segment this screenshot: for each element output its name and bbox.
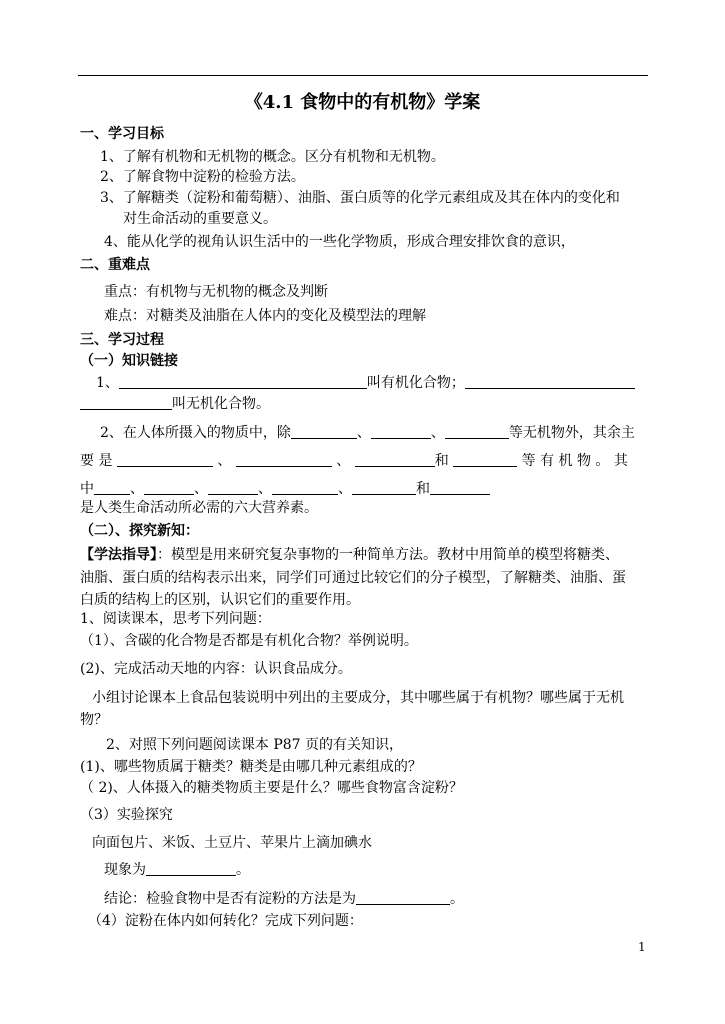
answer-blank[interactable] <box>208 480 258 495</box>
separator: 、 <box>430 425 445 441</box>
k1-prefix: 1、 <box>96 375 119 391</box>
study-guide-text: ：模型是用来研究复杂事物的一种简单方法。教材中用简单的模型将糖类、 <box>157 547 619 563</box>
observation-line <box>104 861 250 879</box>
answer-blank[interactable] <box>94 480 130 495</box>
goal-3-continued: 对生命活动的重要意义。 <box>123 211 277 227</box>
answer-blank[interactable] <box>144 480 194 495</box>
separator: 、 <box>217 453 232 469</box>
answer-blank[interactable] <box>291 424 357 439</box>
answer-blank[interactable] <box>453 452 517 467</box>
section-heading-goals: 一、学习目标 <box>80 126 164 142</box>
experiment-step: 向面包片、米饭、土豆片、苹果片上滴加碘水 <box>92 835 372 851</box>
answer-blank[interactable] <box>371 424 431 439</box>
page-number: 1 <box>638 940 646 954</box>
k2-rest: 等无机物外，其余主 <box>508 425 635 441</box>
k1-end: 叫无机化合物。 <box>172 396 270 412</box>
section-heading-process: 三、学习过程 <box>80 332 164 348</box>
separator: 、 <box>338 481 352 497</box>
goal-1: 1、了解有机物和无机物的概念。区分有机物和无机物。 <box>100 149 445 165</box>
knowledge-item-2 <box>100 424 635 442</box>
period: 。 <box>450 891 464 907</box>
and: 和 <box>434 453 449 469</box>
k1-middle: 叫有机化合物； <box>366 375 465 391</box>
k2-among: 中 <box>80 481 94 497</box>
separator: 、 <box>356 425 371 441</box>
study-guide-line-3: 白质的结构上的区别，认识它们的重要作用。 <box>80 592 360 608</box>
question-2-3: （3）实验探究 <box>80 807 173 823</box>
answer-blank[interactable] <box>236 452 332 467</box>
question-2-2: （ 2)、人体摄入的糖类物质主要是什么？哪些食物富含淀粉？ <box>80 780 463 796</box>
header-rule <box>78 75 648 76</box>
question-1-3-continued: 物？ <box>80 712 108 728</box>
study-guide-line-2: 油脂、蛋白质的结构表示出来，同学们可通过比较它们的分子模型，了解糖类、油脂、蛋 <box>80 570 626 586</box>
answer-blank[interactable] <box>272 480 338 495</box>
question-2-1: (1)、哪些物质属于糖类？糖类是由哪几种元素组成的？ <box>80 759 422 775</box>
subsection-explore: （二）、探究新知： <box>80 523 199 539</box>
answer-blank[interactable] <box>430 480 490 495</box>
knowledge-item-1-continued <box>80 395 270 413</box>
separator: 、 <box>258 481 272 497</box>
conclusion-label: 结论：检验食物中是否有淀粉的方法是为 <box>104 891 356 907</box>
separator: 、 <box>130 481 144 497</box>
and: 和 <box>416 481 430 497</box>
knowledge-item-2-line-3 <box>80 480 490 498</box>
difficult-point: 难点：对糖类及油脂在人体内的变化及模型法的理解 <box>104 308 426 324</box>
question-2: 2、对照下列问题阅读课本 P87 页的有关知识， <box>106 737 404 753</box>
answer-blank[interactable] <box>352 480 416 495</box>
study-guide-line-1 <box>80 546 619 564</box>
answer-blank[interactable] <box>80 395 172 410</box>
k2-start: 2、在人体所摄入的物质中，除 <box>100 425 291 441</box>
separator: 、 <box>194 481 208 497</box>
answer-blank[interactable] <box>355 452 435 467</box>
question-1: 1、阅读课本，思考下列问题： <box>80 611 271 627</box>
section-heading-keypoints: 二、重难点 <box>80 257 150 273</box>
question-1-1: （1）、含碳的化合物是否都是有机化合物？举例说明。 <box>80 633 418 649</box>
k2-organic: 等 有 机 物 。 其 <box>521 453 628 469</box>
goal-4: 4、能从化学的视角认识生活中的一些化学物质，形成合理安排饮食的意识， <box>104 234 575 250</box>
answer-blank[interactable] <box>465 374 635 389</box>
goal-2: 2、了解食物中淀粉的检验方法。 <box>100 169 305 185</box>
answer-blank[interactable] <box>119 374 367 389</box>
answer-blank[interactable] <box>146 861 236 876</box>
answer-blank[interactable] <box>356 890 450 905</box>
question-2-4: （4）淀粉在体内如何转化？完成下列问题： <box>88 913 363 929</box>
answer-blank[interactable] <box>445 424 509 439</box>
question-1-3: 小组讨论课本上食品包装说明中列出的主要成分，其中哪些属于有机物？哪些属于无机 <box>92 690 624 706</box>
conclusion-line <box>104 890 464 908</box>
knowledge-item-2-line-2 <box>80 452 628 470</box>
knowledge-item-1 <box>96 374 635 392</box>
separator: 、 <box>336 453 351 469</box>
question-1-2: (2)、完成活动天地的内容：认识食品成分。 <box>80 661 352 677</box>
period: 。 <box>236 862 250 878</box>
subsection-knowledge-link: （一）知识链接 <box>80 353 178 369</box>
observation-label: 现象为 <box>104 862 146 878</box>
answer-blank[interactable] <box>117 452 213 467</box>
knowledge-item-2-line-4: 是人类生命活动所必需的六大营养素。 <box>80 500 318 516</box>
key-point: 重点：有机物与无机物的概念及判断 <box>104 284 328 300</box>
k2-main: 要 是 <box>80 453 113 469</box>
study-guide-label: 【学法指导】 <box>80 547 157 563</box>
page-title: 《4.1 食物中的有机物》学案 <box>244 92 481 113</box>
goal-3: 3、了解糖类（淀粉和葡萄糖）、油脂、蛋白质等的化学元素组成及其在体内的变化和 <box>100 190 620 206</box>
